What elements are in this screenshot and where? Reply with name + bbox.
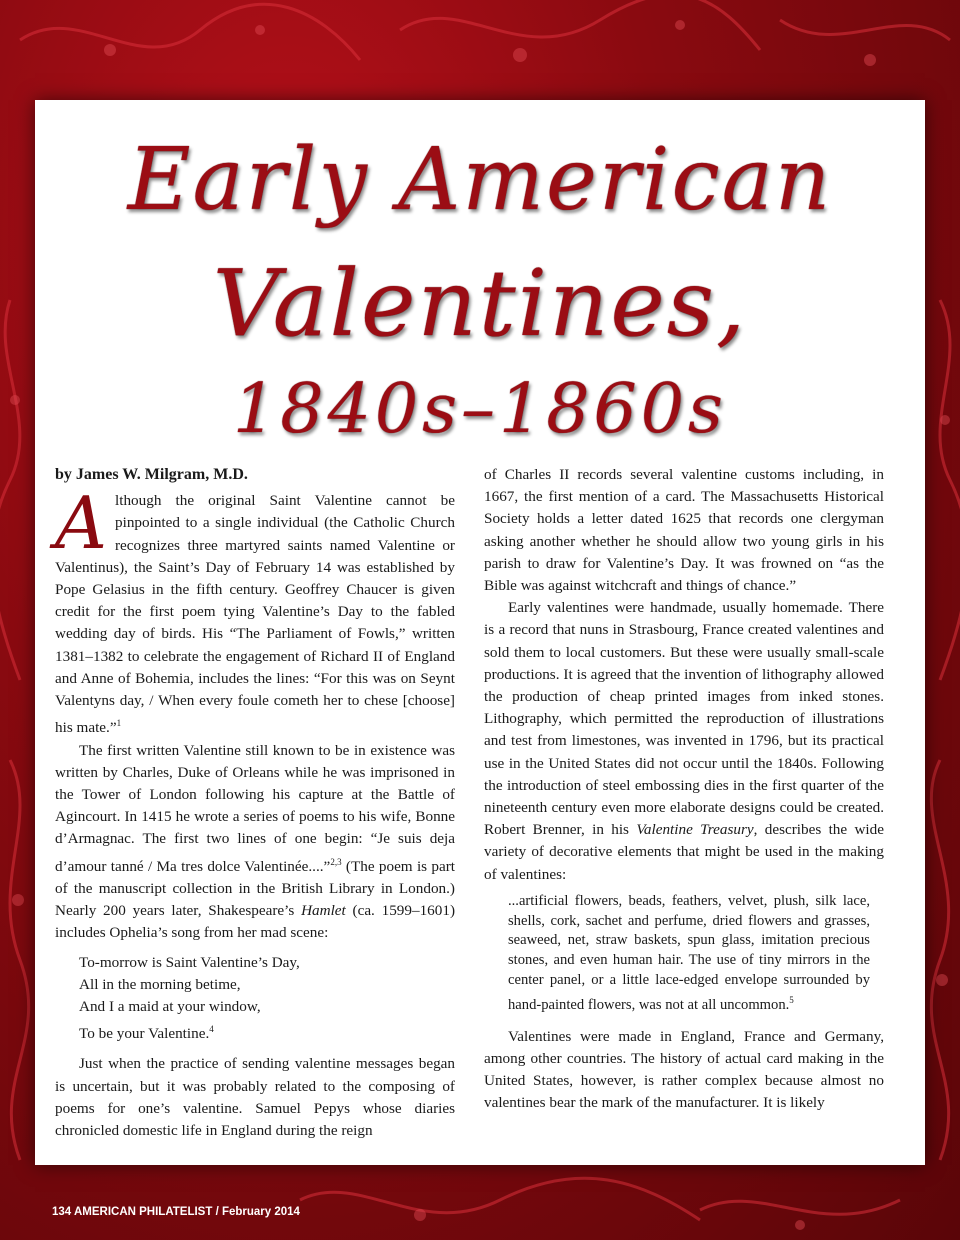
- footnote-ref: 5: [789, 994, 794, 1005]
- block-quote: ...artificial flowers, beads, feathers, velvet, plush, silk lace, shells, cork, sachet and perfume, dried flowers and grasses, seaweed, net, straw baskets, spun glass, imitation precious stones, and even human hair. The use of tiny mirrors in the center panel, or a little lace-edged envelope surrounded by hand-painted flowers, was not at all uncommon.$^5$: [508, 892, 870, 1013]
- article-page: [35, 100, 925, 1165]
- verse-line: To-morrow is Saint Valentine’s Day,: [79, 954, 300, 972]
- page-footer: 134 AMERICAN PHILATELIST / February 2014: [52, 1206, 300, 1218]
- left-column: [55, 464, 455, 1142]
- verse-line: All in the morning betime,: [79, 976, 241, 994]
- paragraph-4: of Charles II records several valentine customs including, in 1667, the first mention of a card. The Massachusetts Historical Society holds a letter dated 1625 that records one clergyman asking another whether he should allow two young girls in his parish to draw for Valentine’s Day. It was frowned on “as the Bible was against witchcraft and things of chance.”: [484, 466, 884, 595]
- verse-line: And I a maid at your window,: [79, 998, 261, 1016]
- verse-block: [79, 952, 455, 1045]
- title-line-2: Valentines,: [212, 250, 748, 357]
- footnote-ref: 1: [116, 718, 122, 729]
- paragraph-6: Valentines were made in England, France and Germany, among other countries. The history of actual card making in the United States, however, is rather complex because almost no valentines bear the mark of the manufacturer. It is likely: [484, 1027, 884, 1112]
- paragraph-1: Although the original Saint Valentine cannot be pinpointed to a single individual (the Catholic Church recognizes three martyred saints named Valentine or Valentinus), the Saint’s Day of February 14 was established by Pope Gelasius in the fifth century. Geoffrey Chaucer is given credit for the first poem tying Valentine’s Day to the fabled wedding day of birds. His “The Parliament of Fowls,” written 1381–1382 to celebrate the engagement of Richard II of England and Anne of Bohemia, includes the lines: “For this was on Seynt Valentyns day, / When every foule cometh her to chese [choose] his mate.”$^1$: [55, 481, 455, 737]
- right-column: [484, 464, 884, 1114]
- footnote-ref: 4: [209, 1024, 214, 1035]
- paragraph-3: Just when the practice of sending valentine messages began is uncertain, but it was probably related to the composing of poems for one’s valentine. Samuel Pepys whose diaries chronicled domestic life in England during the reign: [55, 1055, 455, 1140]
- byline: by James W. Milgram, M.D.: [55, 466, 248, 483]
- paragraph-2: The first written Valentine still known to be in existence was written by Charles, Duke of Orleans while he was imprisoned in the Tower of London following his capture at the Battle of Agincourt. In 1415 he wrote a series of poems to his wife, Bonne d’Armagnac. The first two lines of one begin: “Je suis deja d’amour tanné / Ma tres dolce Valentinée....”$^{2,3}$ (The poem is part of the manuscript collection in the British Library in London.) Nearly 200 years later, Shakespeare’s Hamlet (ca. 1599–1601) includes Ophelia’s song from her mad scene:: [55, 741, 456, 942]
- paragraph-5: Early valentines were handmade, usually homemade. There is a record that nuns in Strasbourg, France created valentines and sold them to local customers. But these were usually small-scale productions. It is agreed that the invention of lithography allowed the production of cheap printed images from inked stones. Lithography, which permitted the reproduction of illustrations and test from limestones, was invented in 1796, but its practical use in the United States did not occur until the 1840s. Following the introduction of steel embossing dies in the first quarter of the nineteenth century even more elaborate designs could be created. Robert Brenner, in his Valentine Treasury, describes the wide variety of decorative elements that might be used in the making of valentines:: [484, 599, 884, 883]
- drop-cap: A: [55, 481, 107, 566]
- title-line-3: 1840s–1860s: [233, 370, 727, 449]
- verse-line: To be your Valentine.$^4$: [79, 1024, 214, 1043]
- footnote-ref: 2,3: [330, 856, 342, 867]
- title-line-1: Early American: [127, 130, 833, 230]
